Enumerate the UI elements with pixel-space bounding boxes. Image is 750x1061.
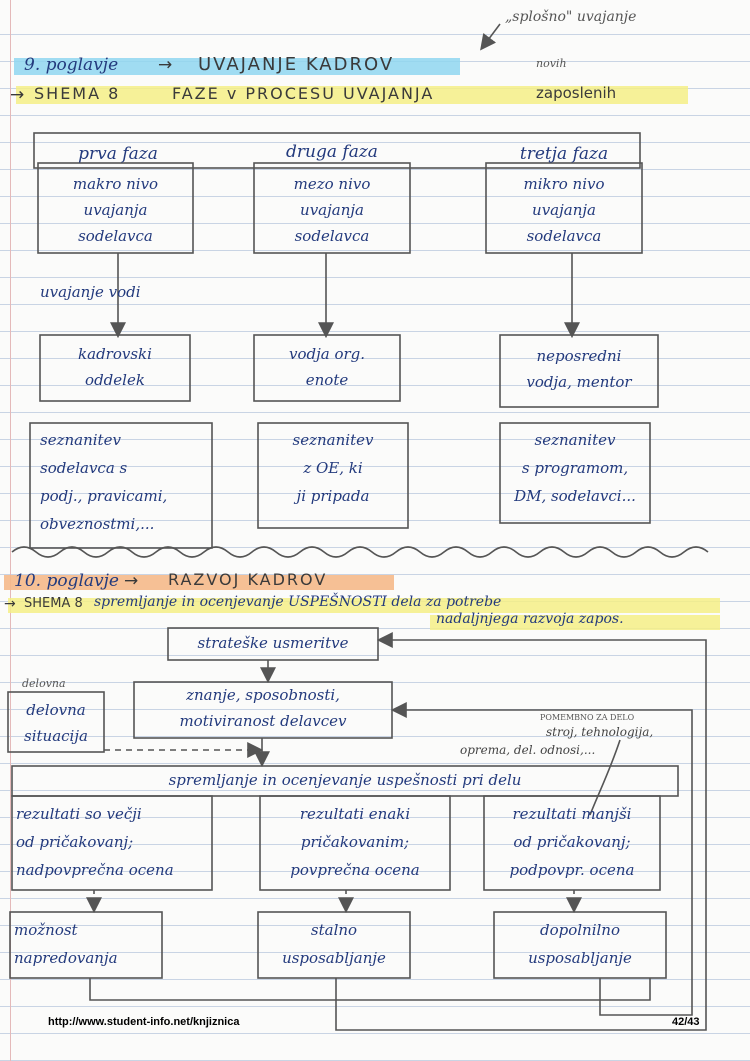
phase-3-info-3: DM, sodelavci... [514, 487, 636, 505]
phase-2-info-3: ji pripada [296, 487, 370, 505]
phase-2-leader-1: vodja org. [288, 345, 366, 363]
schema10-text-2: nadaljnjega razvoja zapos. [436, 611, 624, 627]
schema9-text: FAZE v PROCESU UVAJANJA [172, 84, 435, 103]
result-3-line-3: podpovpr. ocena [509, 861, 635, 879]
phase-1-level-2: uvajanja [83, 201, 148, 219]
phase-2-info-2: z OE, ki [303, 459, 363, 477]
phase-3-level-2: uvajanja [532, 201, 596, 219]
phase-3-info-1: seznanitev [534, 431, 616, 449]
chapter10-arrow: → [124, 571, 141, 591]
work-situation-small: delovna [22, 677, 66, 690]
phase-1-leader-2: oddelek [85, 371, 145, 389]
work-situation-2: situacija [24, 727, 88, 745]
schema9-label: SHEMA 8 [34, 84, 121, 103]
outcome-1-line-2: napredovanja [14, 949, 118, 967]
phase-3-info-2: s programom, [521, 459, 629, 477]
phase-1-label: prva faza [78, 144, 158, 164]
footer-url[interactable]: http://www.student-info.net/knjiznica [48, 1016, 240, 1028]
result-1-line-2: od pričakovanj; [16, 833, 134, 851]
result-2-line-1: rezultati enaki [299, 805, 411, 823]
phase-3-level-3: sodelavca [526, 227, 602, 245]
chapter9-arrow: → [158, 55, 175, 75]
top-note: „splošno" uvajanje [505, 9, 637, 25]
schema10-arrow: → [4, 596, 18, 612]
phase-3-leader-1: neposredni [536, 347, 622, 365]
side-note-1: stroj, tehnologija, [546, 725, 654, 739]
knowledge-line-1: znanje, sposobnosti, [186, 686, 340, 704]
knowledge-line-2: motiviranost delavcev [179, 712, 347, 730]
chapter9-title: UVAJANJE KADROV [198, 54, 395, 75]
side-note-2: oprema, del. odnosi,... [460, 743, 596, 757]
schema9-correction-small: novih [536, 57, 567, 70]
page-number: 42/43 [672, 1016, 700, 1028]
arrow-label: uvajanje vodi [40, 283, 141, 301]
result-3-line-2: od pričakovanj; [513, 833, 631, 851]
side-note-small: POMEMBNO ZA DELO [540, 713, 635, 722]
phase-1-leader-1: kadrovski [78, 345, 152, 363]
strategic-directions: strateške usmeritve [197, 634, 349, 652]
chapter9-label: 9. poglavje [24, 55, 119, 75]
result-3-line-1: rezultati manjši [512, 805, 632, 823]
schema10-text: spremljanje in ocenjevanje USPEŠNOSTI dela za potrebe [94, 594, 502, 610]
phase-3-level-1: mikro nivo [523, 175, 605, 193]
phase-1-info-2: sodelavca s [40, 459, 128, 477]
result-1-line-1: rezultati so večji [16, 805, 142, 823]
result-2-line-3: povprečna ocena [290, 861, 420, 879]
outcome-2-line-2: usposabljanje [282, 949, 386, 967]
schema9-correction: zaposlenih [536, 84, 617, 102]
work-situation-1: delovna [26, 701, 86, 719]
phase-3-label: tretja faza [519, 144, 609, 164]
outcome-3-line-1: dopolnilno [539, 921, 620, 939]
phase-2-info-1: seznanitev [292, 431, 374, 449]
phase-2-level-1: mezo nivo [293, 175, 371, 193]
chapter10-title: RAZVOJ KADROV [168, 570, 328, 589]
schema10-label: SHEMA 8 [24, 596, 83, 611]
phase-1-info-1: seznanitev [40, 431, 121, 449]
result-1-line-3: nadpovprečna ocena [16, 861, 174, 879]
result-2-line-2: pričakovanim; [300, 833, 410, 851]
phase-2-level-3: sodelavca [294, 227, 370, 245]
outcome-1-line-1: možnost [14, 921, 78, 939]
phase-1-level-3: sodelavca [78, 227, 153, 245]
outcome-2-line-1: stalno [310, 921, 358, 939]
chapter10-label: 10. poglavje [14, 571, 119, 591]
phase-2-label: druga faza [286, 142, 378, 162]
phase-1-level-1: makro nivo [72, 175, 159, 193]
phase-2-level-2: uvajanja [300, 201, 364, 219]
phase-3-leader-2: vodja, mentor [526, 373, 632, 391]
outcome-3-line-2: usposabljanje [528, 949, 632, 967]
schema9-arrow: → [10, 85, 27, 105]
phase-1-info-4: obveznostmi,... [40, 515, 155, 533]
phase-1-info-3: podj., pravicami, [40, 487, 168, 505]
monitoring-box: spremljanje in ocenjevanje uspešnosti pri delu [168, 771, 522, 789]
phase-2-leader-2: enote [305, 371, 349, 389]
